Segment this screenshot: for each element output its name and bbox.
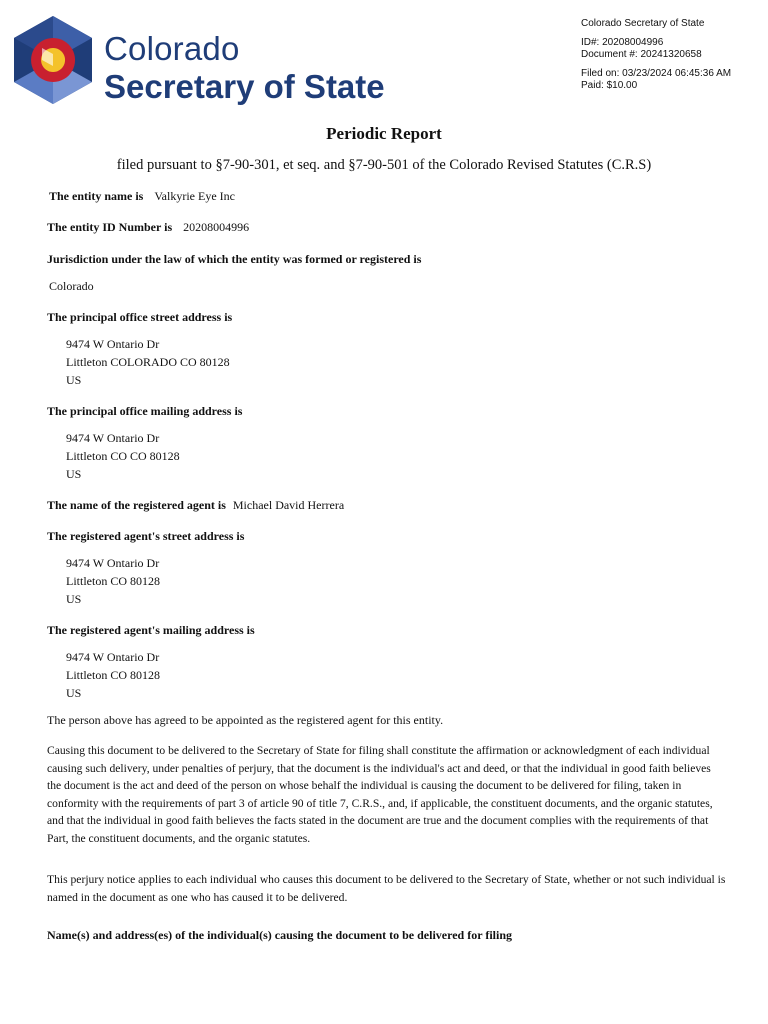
- page-subtitle: filed pursuant to §7-90-301, et seq. and §7-90-501 of the Colorado Revised Statutes (C.R.S): [116, 157, 652, 173]
- logo-wordmark-sos: Secretary of State: [104, 68, 385, 105]
- logo-wordmark-colorado: Colorado: [104, 30, 240, 67]
- agent-consent-statement: The person above has agreed to be appointed as the registered agent for this entity.: [47, 713, 444, 727]
- filing-id: ID#: 20208004996: [581, 36, 664, 48]
- address-line: 9474 W Ontario Dr: [66, 556, 160, 570]
- agent-mailing-address: [66, 648, 160, 702]
- filing-stamp: [581, 18, 731, 93]
- agent-street-label: The registered agent's street address is: [47, 529, 245, 543]
- address-line: US: [66, 467, 82, 481]
- address-line: US: [66, 686, 82, 700]
- address-line: US: [66, 373, 82, 387]
- address-line: Littleton CO 80128: [66, 668, 160, 682]
- address-line: 9474 W Ontario Dr: [66, 431, 160, 445]
- entity-name-row: [49, 187, 235, 205]
- agent-name-row: [47, 496, 344, 514]
- agent-name-label: The name of the registered agent is: [47, 498, 226, 512]
- principal-street-label: The principal office street address is: [47, 310, 233, 324]
- filing-date: Filed on: 03/23/2024 06:45:36 AM: [581, 67, 732, 79]
- perjury-notice: This perjury notice applies to each individual who causes this document to be delivered to the Secretary of State, whether or not such individual is named in the document as one who has caused it to be delivered.: [47, 873, 726, 904]
- principal-mailing-label: The principal office mailing address is: [47, 404, 243, 418]
- affirmation-statement: Causing this document to be delivered to the Secretary of State for filing shall constitute the affirmation or acknowledgment of each individual causing such delivery, under penalties of perjury, that the document is the individual's act and deed, or that the individual in good faith believes the document is the act and deed of the person on whose behalf the individual is causing the document to be delivered for filing, taken in conformity with the requirements of part 3 of article 90 of title 7, C.R.S., and, if applicable, the constituent documents, and the organic statutes, and that the individual in good faith believes the facts stated in the document are true and the document complies with the requirements of that Part, the constituent documents, and the organic statutes.: [47, 744, 713, 845]
- address-line: 9474 W Ontario Dr: [66, 650, 160, 664]
- jurisdiction-value: Colorado: [49, 279, 94, 293]
- address-line: US: [66, 592, 82, 606]
- address-line: Littleton CO CO 80128: [66, 449, 180, 463]
- principal-mailing-address: [66, 429, 180, 483]
- entity-id-value: 20208004996: [183, 220, 250, 234]
- entity-name-value: Valkyrie Eye Inc: [154, 189, 235, 203]
- jurisdiction-label: Jurisdiction under the law of which the entity was formed or registered is: [47, 252, 422, 266]
- agent-name-value: Michael David Herrera: [232, 498, 345, 512]
- address-line: Littleton CO 80128: [66, 574, 160, 588]
- filer-heading: Name(s) and address(es) of the individual(s) causing the document to be delivered for filing: [47, 928, 513, 942]
- entity-name-label: The entity name is: [49, 189, 144, 203]
- colorado-sos-logo: [12, 14, 432, 106]
- filing-office: Colorado Secretary of State: [581, 18, 705, 29]
- entity-id-row: [47, 218, 249, 236]
- filing-document-number: Document #: 20241320658: [581, 49, 702, 60]
- agent-street-address: [66, 554, 160, 608]
- address-line: Littleton COLORADO CO 80128: [66, 355, 230, 369]
- entity-id-label: The entity ID Number is: [47, 220, 173, 234]
- colorado-hexagon-icon: [12, 14, 94, 104]
- page-title: Periodic Report: [326, 124, 442, 143]
- address-line: 9474 W Ontario Dr: [66, 337, 160, 351]
- principal-street-address: [66, 335, 230, 389]
- filing-paid: Paid: $10.00: [581, 80, 638, 91]
- agent-mailing-label: The registered agent's mailing address is: [47, 623, 255, 637]
